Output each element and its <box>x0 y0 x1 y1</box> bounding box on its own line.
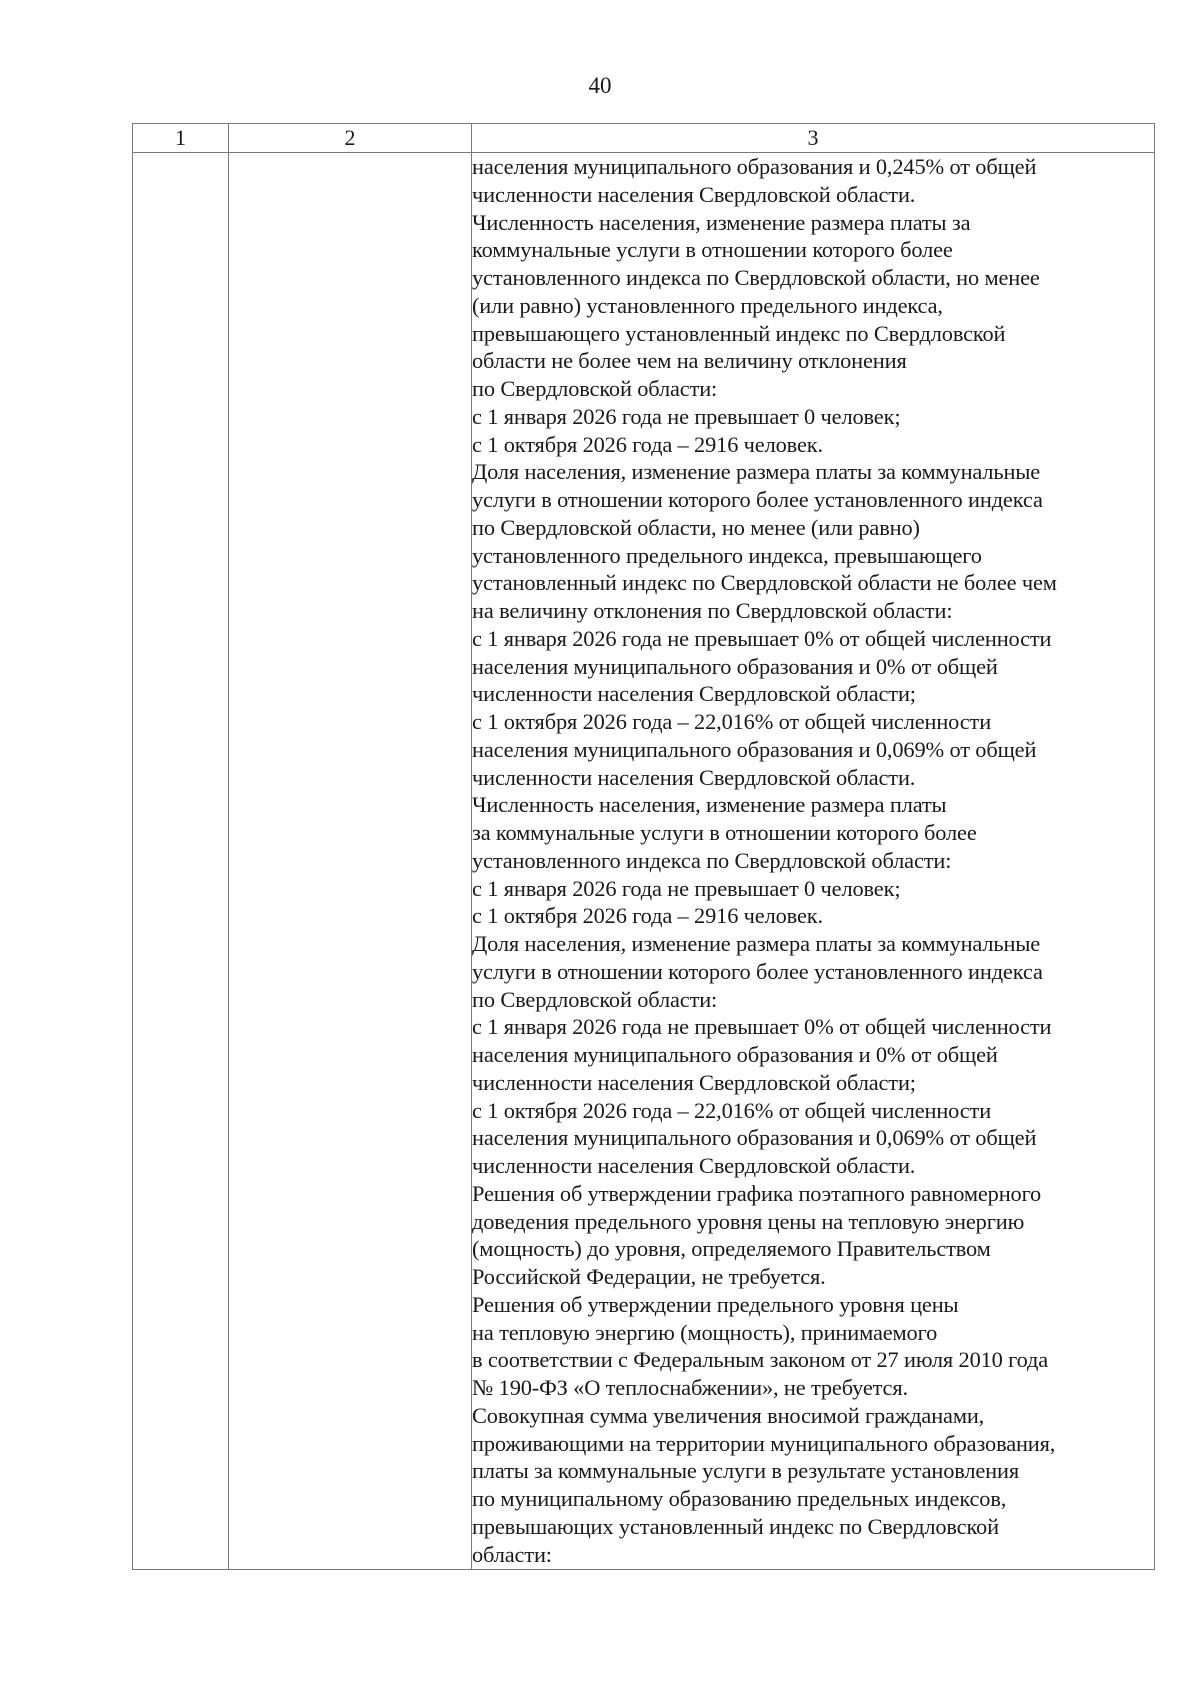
content-text-block <box>472 153 1154 1568</box>
cell-col2 <box>229 153 472 1570</box>
table-row <box>133 153 1155 1570</box>
column-header-2: 2 <box>229 124 472 153</box>
text-line: установленного индекса по Свердловской области, но менее <box>472 265 1040 290</box>
text-line: численности населения Свердловской области; <box>472 1069 916 1095</box>
text-line: Численность населения, изменение размера платы <box>472 792 947 818</box>
text-line: по муниципальному образованию предельных индексов, <box>472 1486 1007 1511</box>
text-line: численности населения Свердловской области. <box>472 764 916 790</box>
text-line: Российской Федерации, не требуется. <box>472 1264 826 1289</box>
text-line: с 1 октября 2026 года – 22,016% от общей численности <box>472 1097 992 1123</box>
document-table <box>132 123 1155 1570</box>
text-line: установленный индекс по Свердловской области не более чем <box>472 570 1057 596</box>
text-line: (мощность) до уровня, определяемого Правительством <box>472 1236 991 1262</box>
cell-col3-content <box>472 153 1155 1570</box>
text-line: услуги в отношении которого более установленного индекса <box>472 958 1043 984</box>
text-line: с 1 января 2026 года не превышает 0% от общей численности <box>472 1014 1052 1040</box>
text-line: населения муниципального образования и 0% от общей <box>472 1042 998 1067</box>
text-line: населения муниципального образования и 0,069% от общей <box>472 1125 1037 1151</box>
text-line: населения муниципального образования и 0,245% от общей <box>472 154 1037 179</box>
text-line: Решения об утверждении предельного уровня цены <box>472 1291 959 1317</box>
text-line: с 1 октября 2026 года – 2916 человек. <box>472 431 823 457</box>
text-line: проживающими на территории муниципального образования, <box>472 1430 1056 1456</box>
text-line: населения муниципального образования и 0% от общей <box>472 653 998 679</box>
text-line: доведения предельного уровня цены на тепловую энергию <box>472 1208 1025 1234</box>
text-line: превышающих установленный индекс по Свердловской <box>472 1513 999 1539</box>
text-line: с 1 января 2026 года не превышает 0 человек; <box>472 403 901 429</box>
text-line: с 1 октября 2026 года – 2916 человек. <box>472 903 823 929</box>
text-line: коммунальные услуги в отношении которого более <box>472 237 953 263</box>
text-line: услуги в отношении которого более установленного индекса <box>472 487 1043 512</box>
text-line: на величину отклонения по Свердловской области: <box>472 598 953 623</box>
text-line: с 1 января 2026 года не превышает 0 человек; <box>472 875 901 901</box>
text-line: (или равно) установленного предельного индекса, <box>472 292 943 318</box>
text-line: области: <box>472 1541 552 1567</box>
text-line: по Свердловской области: <box>472 986 718 1012</box>
text-line: по Свердловской области, но менее (или равно) <box>472 514 920 540</box>
text-line: численности населения Свердловской области; <box>472 681 916 707</box>
text-line: установленного индекса по Свердловской области: <box>472 847 952 873</box>
text-line: Совокупная сумма увеличения вносимой гражданами, <box>472 1402 985 1428</box>
column-header-1: 1 <box>133 124 229 153</box>
text-line: Численность населения, изменение размера платы за <box>472 209 971 235</box>
text-line: Доля населения, изменение размера платы за коммунальные <box>472 459 1041 485</box>
page-number: 40 <box>588 73 612 98</box>
text-line: по Свердловской области: <box>472 376 718 401</box>
text-line: численности населения Свердловской области. <box>472 1153 916 1178</box>
text-line: на тепловую энергию (мощность), принимаемого <box>472 1319 938 1345</box>
text-line: превышающего установленный индекс по Свердловской <box>472 320 1006 346</box>
cell-col1 <box>133 153 229 1570</box>
table-header-row <box>133 124 1155 153</box>
text-line: Решения об утверждении графика поэтапного равномерного <box>472 1180 1042 1206</box>
text-line: населения муниципального образования и 0,069% от общей <box>472 736 1037 762</box>
text-line: Доля населения, изменение размера платы за коммунальные <box>472 931 1041 956</box>
column-header-3: 3 <box>472 124 1155 153</box>
text-line: численности населения Свердловской области. <box>472 181 916 207</box>
text-line: платы за коммунальные услуги в результате установления <box>472 1458 1019 1484</box>
text-line: за коммунальные услуги в отношении которого более <box>472 820 977 845</box>
text-line: области не более чем на величину отклонения <box>472 348 907 374</box>
text-line: с 1 октября 2026 года – 22,016% от общей численности <box>472 709 992 734</box>
text-line: с 1 января 2026 года не превышает 0% от общей численности <box>472 625 1052 651</box>
text-line: в соответствии с Федеральным законом от 27 июля 2010 года <box>472 1347 1049 1373</box>
text-line: установленного предельного индекса, превышающего <box>472 542 982 568</box>
text-line: № 190-ФЗ «О теплоснабжении», не требуется. <box>472 1375 908 1400</box>
